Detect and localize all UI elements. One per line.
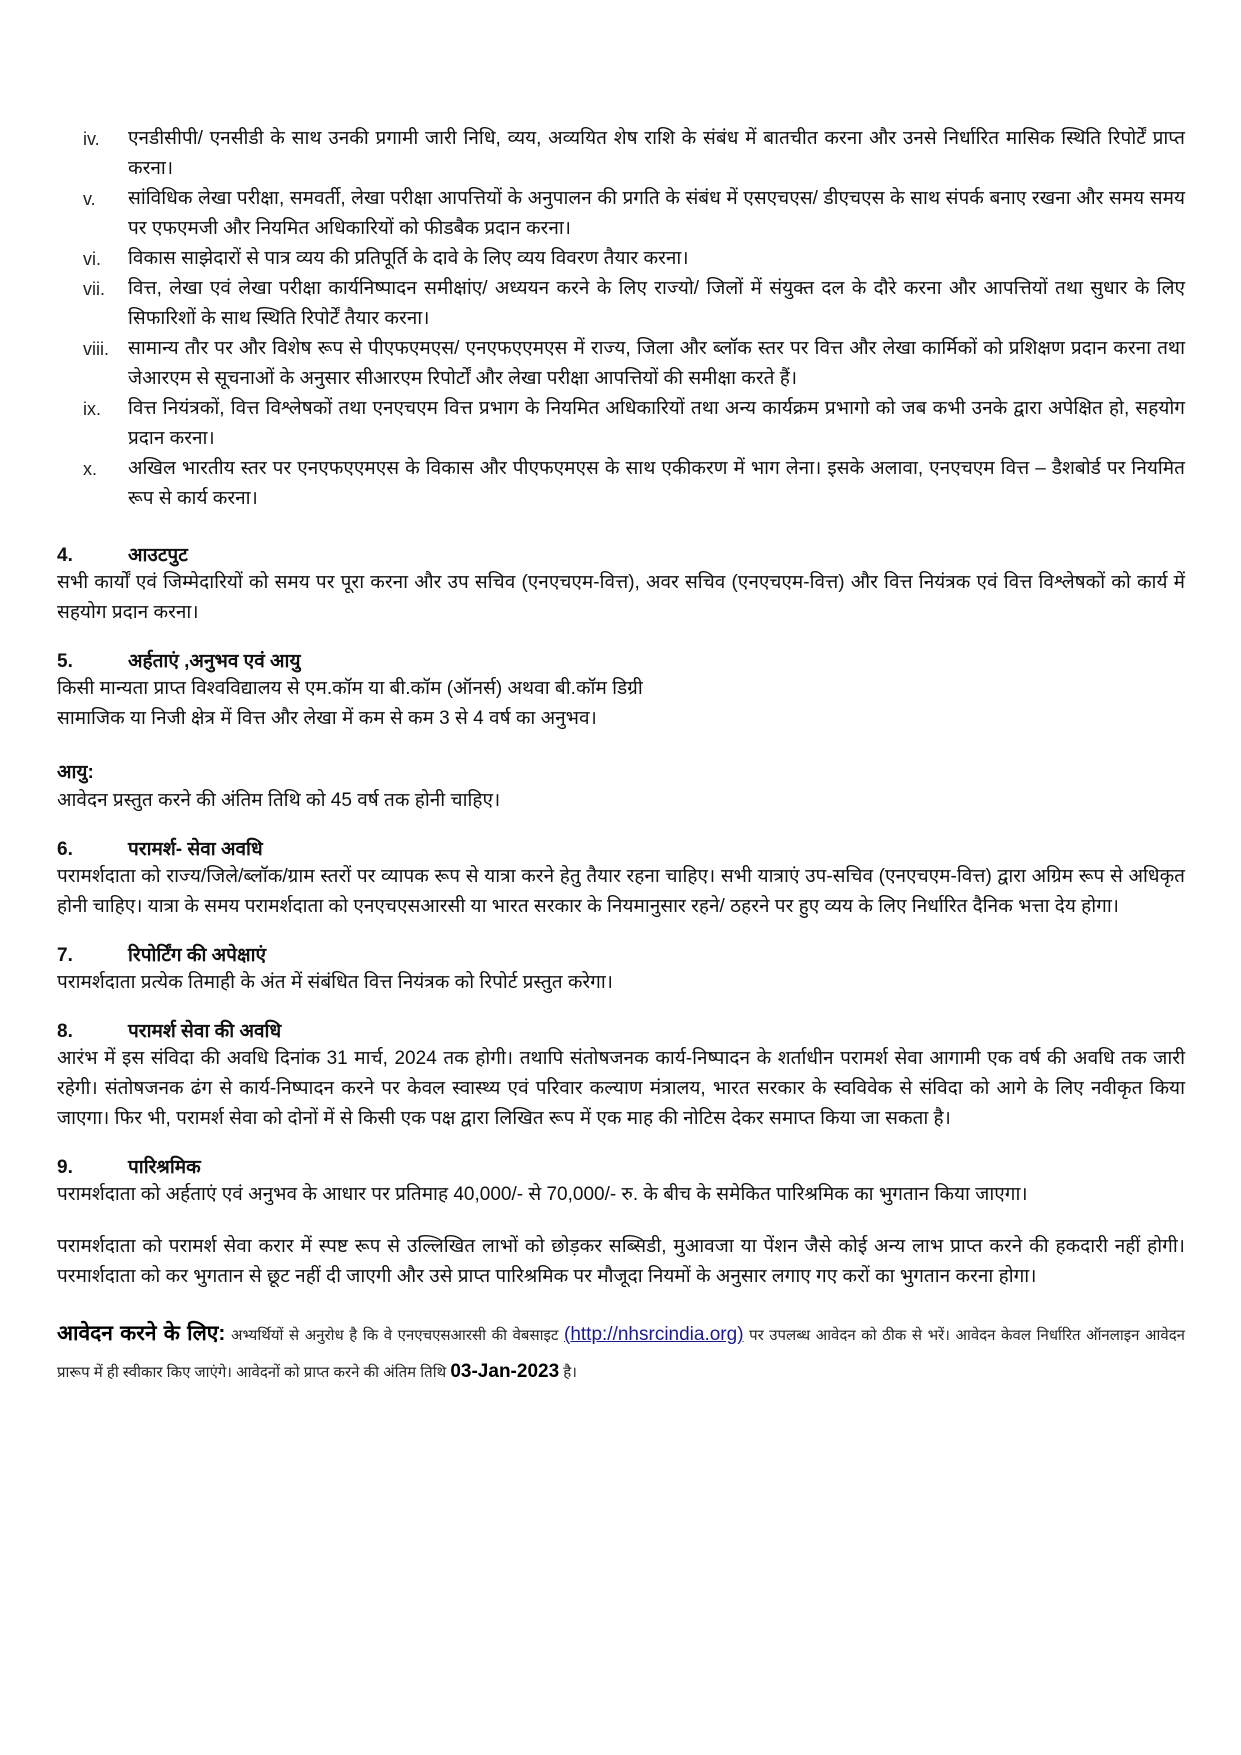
- section-title: पारिश्रमिक: [128, 1157, 201, 1178]
- document-page: [57, 124, 1185, 1406]
- spacer: [57, 1210, 1185, 1232]
- item-text: विकास साझेदारों से पात्र व्यय की प्रतिपूर्ति के दावे के लिए व्यय विवरण तैयार करना।: [128, 248, 689, 269]
- duty-item: [57, 184, 1185, 244]
- section-text: परामर्शदाता को राज्य/जिले/ब्लॉक/ग्राम स्तरों पर व्यापक रूप से यात्रा करने हेतु तैयार रहना चाहिए। सभी यात्राएं उप-सचिव (एनएचएम-वित्त) द्वारा अग्रिम रूप से अधिकृत होनी चाहिए। यात्रा के समय परामर्शदाता को एनएचएसआरसी या भारत सरकार के नियमानुसार रहने/ ठहरने पर हुए व्यय के लिए निर्धारित दैनिक भत्ता देय होगा।: [57, 866, 1185, 917]
- section-heading: [57, 650, 1185, 674]
- age-heading: आयु:: [57, 762, 94, 783]
- section-heading: [57, 838, 1185, 862]
- deadline-date: 03-Jan-2023: [450, 1361, 560, 1382]
- item-number: ix.: [83, 399, 101, 419]
- section-heading: [57, 1020, 1185, 1044]
- section-qualification: [57, 650, 1185, 816]
- section-title: आउटपुट: [128, 545, 188, 566]
- item-number: vi.: [83, 249, 101, 269]
- apply-text: अभ्यर्थियों से अनुरोध है कि वे एनएचएसआरसी की वेबसाइट: [225, 1327, 564, 1344]
- apply-heading: आवेदन करने के लिए:: [57, 1322, 226, 1345]
- age-text: आवेदन प्रस्तुत करने की अंतिम तिथि को 45 वर्ष तक होनी चाहिए।: [57, 790, 501, 811]
- item-text: एनडीसीपी/ एनसीडी के साथ उनकी प्रगामी जारी निधि, व्यय, अव्ययित शेष राशि के संबंध में बातचीत करना और उनसे निर्धारित मासिक स्थिति रिपोर्टें प्राप्त करना।: [128, 128, 1185, 179]
- apply-text-cont: पर उपलब्ध आवेदन को ठीक से भरें। आवेदन केवल निर्धारित ऑनलाइन आवेदन प्रारूप में ही स्वीकार किए जाएंगे। आवेदनों को प्राप्त करने की अंतिम तिथि: [57, 1327, 1186, 1381]
- section-heading: [57, 1156, 1185, 1180]
- apply-text-end: है।: [559, 1364, 577, 1381]
- duty-item: [57, 454, 1185, 514]
- duty-item: [57, 394, 1185, 454]
- item-number: v.: [83, 189, 96, 209]
- item-number: x.: [83, 459, 98, 479]
- section-number: 9.: [57, 1157, 73, 1178]
- item-text: वित्त, लेखा एवं लेखा परीक्षा कार्यनिष्पादन समीक्षांए/ अध्ययन करने के लिए राज्यो/ जिलों में संयुक्त दल के दौरे करना और आपत्तियों तथा सुधार के लिए सिफारिशों के साथ स्थिति रिपोर्टें तैयार करना।: [128, 278, 1185, 329]
- section-reporting: [57, 944, 1185, 998]
- duty-item: [57, 274, 1185, 334]
- section-travel: [57, 838, 1185, 922]
- section-title: परामर्श- सेवा अवधि: [128, 839, 263, 860]
- section-heading: [57, 544, 1185, 568]
- section-title: रिपोर्टिंग की अपेक्षाएं: [128, 945, 267, 966]
- section-output: [57, 544, 1185, 628]
- item-text: सांविधिक लेखा परीक्षा, समवर्ती, लेखा परीक्षा आपत्तियों के अनुपालन की प्रगति के संबंध में एसएचएस/ डीएचएस के साथ संपर्क बनाए रखना और समय समय पर एफएमजी और नियमित अधिकारियों को फीडबैक प्रदान करना।: [128, 188, 1185, 239]
- item-text: अखिल भारतीय स्तर पर एनएफएएमएस के विकास और पीएफएमएस के साथ एकीकरण में भाग लेना। इसके अलावा, एनएचएम वित्त – डैशबोर्ड पर नियमित रूप से कार्य करना।: [128, 458, 1185, 509]
- duty-item: [57, 334, 1185, 394]
- section-number: 4.: [57, 545, 73, 566]
- duty-item: [57, 244, 1185, 274]
- section-text: आरंभ में इस संविदा की अवधि दिनांक 31 मार्च, 2024 तक होगी। तथापि संतोषजनक कार्य-निष्पादन के शर्ताधीन परामर्श सेवा आगामी एक वर्ष की अवधि तक जारी रहेगी। संतोषजनक ढंग से कार्य-निष्पादन करने पर केवल स्वास्थ्य एवं परिवार कल्याण मंत्रालय, भारत सरकार के स्वविवेक से संविदा को आगे के लिए नवीकृत किया जाएगा। फिर भी, परामर्श सेवा को दोनों में से किसी एक पक्ष द्वारा लिखित रूप में एक माह की नोटिस देकर समाप्त किया जा सकता है।: [57, 1048, 1185, 1129]
- section-number: 6.: [57, 839, 73, 860]
- item-text: सामान्य तौर पर और विशेष रूप से पीएफएमएस/ एनएफएएमएस में राज्य, जिला और ब्लॉक स्तर पर वित्त और लेखा कार्मिकों को प्रशिक्षण प्रदान करना तथा जेआरएम से सूचनाओं के अनुसार सीआरएम रिपोर्टों और लेखा परीक्षा आपत्तियों की समीक्षा करते हैं।: [128, 338, 1185, 389]
- section-number: 8.: [57, 1021, 73, 1042]
- item-number: vii.: [83, 279, 105, 299]
- section-title: परामर्श सेवा की अवधि: [128, 1021, 282, 1042]
- section-text: परामर्शदाता प्रत्येक तिमाही के अंत में संबंधित वित्त नियंत्रक को रिपोर्ट प्रस्तुत करेगा।: [57, 972, 613, 993]
- section-title: अर्हताएं ,अनुभव एवं आयु: [128, 651, 301, 672]
- item-text: वित्त नियंत्रकों, वित्त विश्लेषकों तथा एनएचएम वित्त प्रभाग के नियमित अधिकारियों तथा अन्य कार्यक्रम प्रभागो को जब कभी उनके द्वारा अपेक्षित हो, सहयोग प्रदान करना।: [128, 398, 1185, 449]
- item-number: viii.: [83, 339, 109, 359]
- benefits-text: परामर्शदाता को परामर्श सेवा करार में स्पष्ट रूप से उल्लिखित लाभों को छोड़कर सब्सिडी, मुआवजा या पेंशन जैसे कोई अन्य लाभ प्राप्त करने की हकदारी नहीं होगी। परमार्शदाता को कर भुगतान से छूट नहीं दी जाएगी और उसे प्राप्त पारिश्रमिक पर मौजूदा नियमों के अनुसार लगाए गए करों का भुगतान करना होगा।: [57, 1236, 1185, 1287]
- section-text: सभी कार्यों एवं जिम्मेदारियों को समय पर पूरा करना और उप सचिव (एनएचएम-वित्त), अवर सचिव (एनएचएम-वित्त) और वित्त नियंत्रक एवं वित्त विश्लेषकों को कार्य में सहयोग प्रदान करना।: [57, 572, 1185, 623]
- apply-paragraph: [57, 1316, 1185, 1391]
- remuneration-text: परामर्शदाता को अर्हताएं एवं अनुभव के आधार पर प्रतिमाह 40,000/- से 70,000/- रु. के बीच के समेकित पारिश्रमिक का भुगतान किया जाएगा।: [57, 1184, 1028, 1205]
- duty-item: [57, 124, 1185, 184]
- section-remuneration: [57, 1156, 1185, 1292]
- website-link[interactable]: http://nhsrcindia.org: [570, 1324, 738, 1345]
- link-paren-open: (: [564, 1324, 571, 1345]
- experience-line: सामाजिक या निजी क्षेत्र में वित्त और लेखा में कम से कम 3 से 4 वर्ष का अनुभव।: [57, 708, 597, 729]
- qualification-line: किसी मान्यता प्राप्त विश्वविद्यालय से एम.कॉम या बी.कॉम (ऑनर्स) अथवा बी.कॉम डिग्री: [57, 678, 643, 699]
- section-heading: [57, 944, 1185, 968]
- link-paren-close: ): [737, 1324, 744, 1345]
- item-number: iv.: [83, 129, 100, 149]
- section-number: 5.: [57, 651, 73, 672]
- duties-list: [57, 124, 1185, 514]
- section-duration: [57, 1020, 1185, 1134]
- section-number: 7.: [57, 945, 73, 966]
